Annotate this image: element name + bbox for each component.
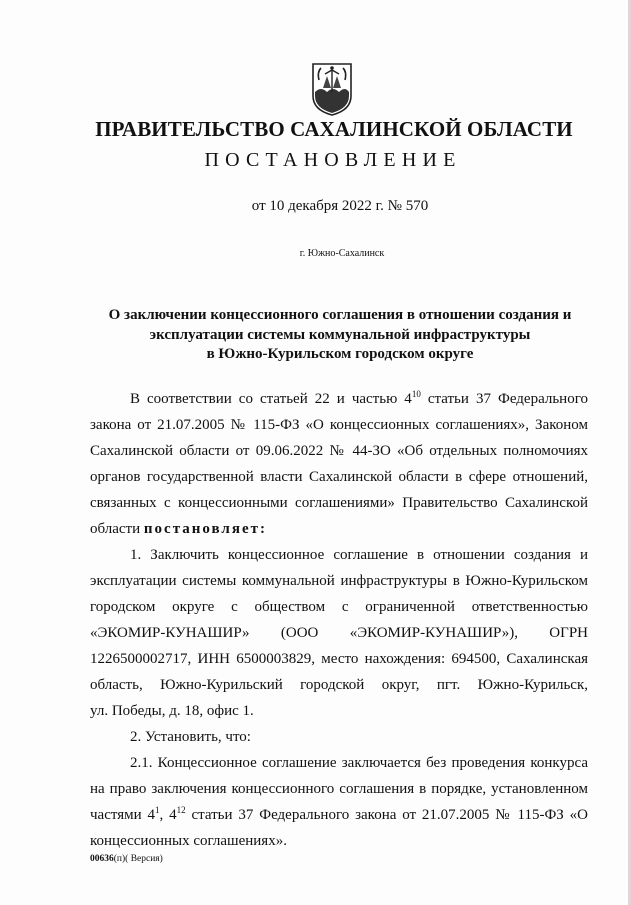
item1-line-3: городском округе с обществом с ограниченной ответственностью: [90, 599, 588, 615]
resolves-keyword: постановляет:: [143, 521, 267, 537]
preamble-line-2: закона от 21.07.2005 № 115-ФЗ «О концессионных соглашениях», Законом: [90, 417, 588, 433]
government-heading: ПРАВИТЕЛЬСТВО САХАЛИНСКОЙ ОБЛАСТИ: [95, 117, 573, 141]
title-line: О заключении концессионного соглашения в отношении создания и: [108, 307, 572, 323]
date-and-number: от 10 декабря 2022 г. № 570: [251, 198, 429, 214]
item1-line-2: эксплуатации системы коммунальной инфраструктуры в Южно-Курильском: [90, 573, 588, 589]
item1-line-5: 1226500002717, ИНН 6500003829, место нахождения: 694500, Сахалинская: [90, 651, 588, 667]
item2-1-line-2: на право заключения концессионного соглашения в порядке, установленном: [90, 781, 588, 797]
document-type-heading: ПОСТАНОВЛЕНИЕ: [204, 149, 462, 171]
item2-1-line-4: концессионных соглашениях».: [90, 833, 287, 849]
resolution-title: [95, 306, 585, 365]
item1-line-1: 1. Заключить концессионное соглашение в отношении создания и: [130, 547, 588, 563]
preamble-line-4: органов государственной власти Сахалинской области в сфере отношений,: [90, 469, 588, 485]
document-version-footer: 00636(п)( Версия): [90, 854, 163, 864]
title-line: в Южно-Курильском городском округе: [206, 346, 474, 362]
item2-line: 2. Установить, что:: [130, 729, 251, 745]
item1-line-4: «ЭКОМИР-КУНАШИР» (ООО «ЭКОМИР-КУНАШИР»), ОГРН: [90, 625, 588, 641]
city-line: г. Южно-Сахалинск: [299, 248, 385, 259]
preamble-line-1: В соответствии со статьей 22 и частью $4^{10}$ статьи 37 Федерального: [130, 389, 588, 407]
preamble-line-6: области постановляет:: [90, 521, 267, 537]
title-line: эксплуатации системы коммунальной инфраструктуры: [149, 326, 531, 343]
sakhalin-coat-of-arms-emblem: [311, 62, 353, 116]
item2-1-line-3: частями $4^1$, $4^{12}$ статьи 37 Федерального закона от 21.07.2005 № 115-ФЗ «О: [90, 805, 589, 823]
preamble-line-3: Сахалинской области от 09.06.2022 № 44-ЗО «Об отдельных полномочиях: [90, 443, 588, 459]
preamble-line-5: связанных с концессионными соглашениями» Правительство Сахалинской: [90, 495, 588, 511]
item1-line-6: область, Южно-Курильский городской округ, пгт. Южно-Курильск,: [90, 677, 588, 693]
item1-line-7: ул. Победы, д. 18, офис 1.: [90, 703, 254, 719]
item2-1-line-1: 2.1. Концессионное соглашение заключается без проведения конкурса: [130, 755, 588, 771]
